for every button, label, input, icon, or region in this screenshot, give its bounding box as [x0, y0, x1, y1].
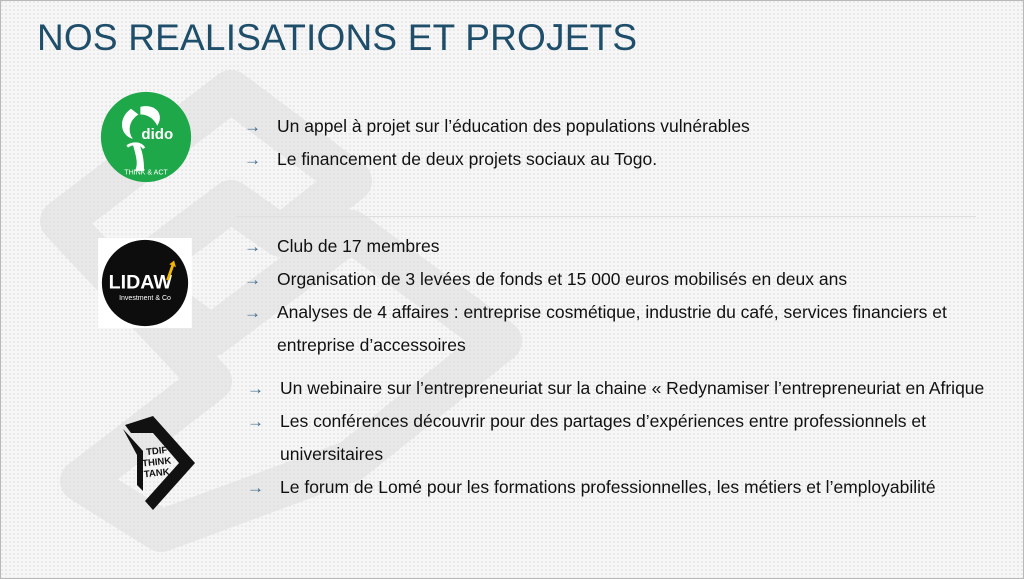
arrow-right-icon: → [244, 150, 261, 169]
arrow-right-icon: → [244, 237, 261, 256]
lidaw-achievements-list [244, 230, 994, 362]
tdif-line2: THINK [141, 455, 172, 470]
list-item: → Un appel à projet sur l’éducation des populations vulnérables [244, 110, 984, 143]
adido-name: dido [141, 125, 174, 143]
section-divider [236, 216, 976, 217]
arrow-right-icon: → [244, 270, 261, 289]
arrow-right-icon: → [247, 478, 264, 497]
tdif-line3: TANK [143, 466, 171, 481]
adido-logo [99, 90, 193, 184]
tdif-think-tank-logo [113, 411, 203, 515]
arrow-right-icon: → [247, 379, 264, 398]
arrow-right-icon: → [244, 303, 261, 322]
lidaw-tagline: Investment & Co [119, 294, 171, 302]
lidaw-name: LIDAW [108, 271, 173, 294]
list-item: → Le financement de deux projets sociaux au Togo. [244, 143, 984, 176]
tdif-achievements-list [247, 372, 993, 504]
adido-tagline: THINK & ACT [124, 169, 168, 177]
list-item: → Les conférences découvrir pour des partages d’expériences entre professionnels et universitaires [247, 405, 993, 471]
lidaw-logo [98, 238, 192, 328]
list-item: → Le forum de Lomé pour les formations professionnelles, les métiers et l’employabilité [247, 471, 993, 504]
list-item: → Club de 17 membres [244, 230, 994, 263]
list-item: → Un webinaire sur l’entrepreneuriat sur la chaine « Redynamiser l’entrepreneuriat en Afrique [247, 372, 993, 405]
arrow-right-icon: → [247, 412, 264, 431]
adido-achievements-list [244, 110, 984, 176]
arrow-right-icon: → [244, 117, 261, 136]
tdif-line1: TDIF [145, 444, 168, 459]
page-title: NOS REALISATIONS ET PROJETS [37, 17, 638, 58]
list-item: → Organisation de 3 levées de fonds et 15 000 euros mobilisés en deux ans [244, 263, 994, 296]
list-item: → Analyses de 4 affaires : entreprise cosmétique, industrie du café, services financiers et entreprise d’accessoires [244, 296, 994, 362]
